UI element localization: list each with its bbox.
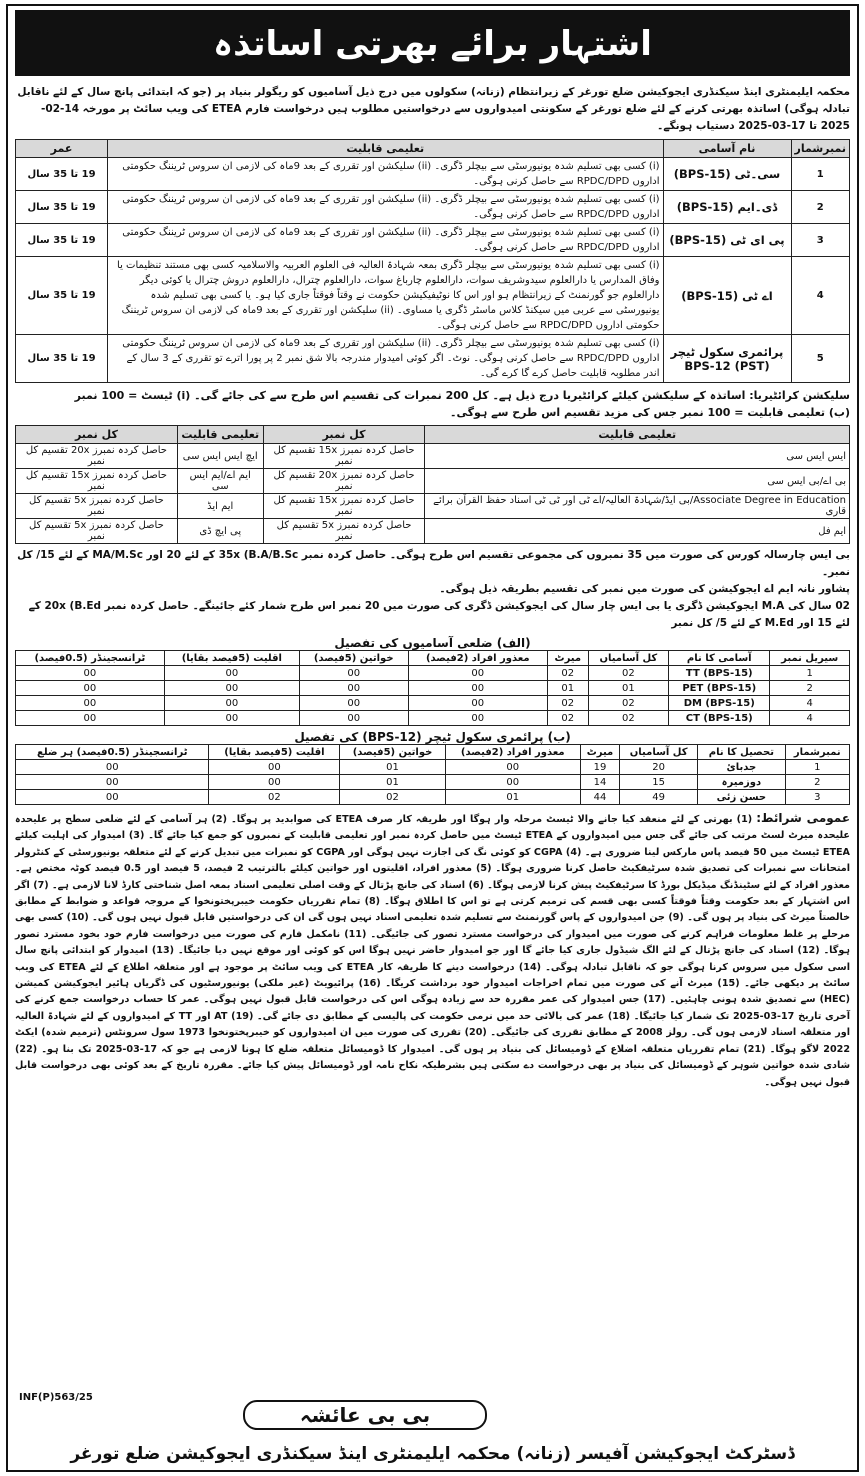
table-row xyxy=(16,257,850,335)
age-cell: 19 تا 35 سال xyxy=(16,158,108,191)
qual-b-cell: ایچ ایس ایس سی xyxy=(177,444,263,469)
serial-cell: 4 xyxy=(791,257,850,335)
serial-cell: 1 xyxy=(785,760,849,775)
col-serial: نمبرشمار xyxy=(791,140,850,158)
col-age: عمر xyxy=(16,140,108,158)
total-cell: 20 xyxy=(620,760,698,775)
col-merit: میرٹ xyxy=(580,745,619,760)
transgender-cell: 00 xyxy=(16,760,209,775)
qualification-cell: (i) کسی بھی تسلیم شدہ یونیورسٹی سے بیچلر ڈگری بمعہ شہادۃ العالیہ فی العلوم العربیہ والاسلامیہ کسی بھی مستند تنظیمات یا وفاق المدارس یا دارالعلوم سیدوشریف سوات، دارالعلوم چارباغ سوات، دارالعلوم چترال، دارالعلوم دروش چترال یا کوئی دیگر دارالعلوم جو گورنمنٹ کے زیرانتظام ہو اور اس کا نوٹیفیکیشن حکومت نے وقتاً فوقتاً جاری کیا ہو۔ یا کسی بھی تسلیم شدہ یونیورسٹی سے عربی میں سیکنڈ کلاس ماسٹر ڈگری یا مساوی۔ (ii) سلیکشن اور تقرری کے بعد 9ماہ کی لازمی ان سروس ٹریننگ حکومتی اداروں RPDC/DPD سے حاصل کرنی ہوگی۔ xyxy=(108,257,664,335)
selection-criteria xyxy=(15,387,850,421)
serial-cell: 5 xyxy=(791,335,850,383)
qual-a-cell: Associate Degree in Education/بی ایڈ/شہادۃ العالیہ/اے ٹی اور ٹی ٹی اسناد حفظ القرآن برائے قاری xyxy=(425,494,850,519)
table-row xyxy=(16,444,850,469)
post-cell: CT (BPS-15) xyxy=(669,711,770,726)
age-cell: 19 تا 35 سال xyxy=(16,257,108,335)
posts-table xyxy=(15,139,850,383)
total-cell: 49 xyxy=(620,790,698,805)
minority-cell: 00 xyxy=(209,775,340,790)
col-qualification: تعلیمی قابلیت xyxy=(108,140,664,158)
table-row xyxy=(16,519,850,544)
women-cell: 00 xyxy=(299,711,408,726)
transgender-cell: 00 xyxy=(16,775,209,790)
total-cell: 15 xyxy=(620,775,698,790)
post-cell: پی ای ٹی (BPS-15) xyxy=(663,224,791,257)
officer-name: بی بی عائشہ xyxy=(243,1400,487,1430)
post-cell: پرائمری سکول ٹیچر BPS-12 (PST) xyxy=(663,335,791,383)
minority-cell: 00 xyxy=(209,760,340,775)
qual-a-cell: بی اے/بی ایس سی xyxy=(425,469,850,494)
col-qual-b: تعلیمی قابلیت xyxy=(177,426,263,444)
conditions-text: (1) بھرتی کے لئے منعقد کیا جانے والا ٹیسٹ مرحلہ وار ہوگا اور طریقہ کار صرف ETEA کی صوابدید پر ہوگا۔ (2) ہر آسامی کے لئے ضلعی سطح پر علیحدہ علیحدہ میرٹ لسٹ مرتب کی جائے گی جس میں امیدواروں کے ETEA ٹیسٹ میں حاصل کردہ نمبر اور تعلیمی قابلیت کے نمبروں کو جمع کیا جائے گا۔ (3) امیدوار کی اہلیت کیلئے ETEA ٹیسٹ میں 50 فیصد پاس مارکس لینا ضروری ہے۔ (4) CGPA کو کوئی نگ کی اجازت نہیں ہوگی اور CGPA کو نمبرات میں تبدیل کرنے کے لئے متعلقہ یونیورسٹی کے کنٹرولر امتحانات سے نمبرات کی تصدیق شدہ سرٹیفکیٹ حاصل کرنا ضروری ہوگا۔ (5) معذور افراد، اقلیتوں اور خواتین کیلئے بالترتیب 2 فیصد، 5 فیصد اور 0.5 فیصد کوٹہ مختص ہے۔ معذور افراد کے لئے سٹینڈنگ میڈیکل بورڈ کا سرٹیفکیٹ پیش کرنا لازمی ہوگا۔ (6) اسناد کی جانچ پڑتال کے وقت اصلی تعلیمی اسناد بمعہ اصل شناختی کارڈ لانا لازمی ہے۔ (7) اگر اس اشتہار کے بعد حکومت وقتاً فوقتاً کسی بھی قسم کی ترمیم کرتی ہے تو اس کا اطلاق ہوگا۔ (8) تمام تقرریاں حکومت خیبرپختونخوا کے مروجہ قواعد و ضوابط کے مطابق خالصتاً میرٹ کی بنیاد پر ہوں گی۔ (9) جن امیدواروں کے پاس گورنمنٹ سے تسلیم شدہ تعلیمی اسناد نہیں ہوں گی ان کی درخواستیں قابل قبول نہیں ہوں گی۔ (10) کسی بھی مرحلے پر غلط معلومات فراہم کرنے کی صورت میں امیدوار کی درخواست مسترد تصور کی جائیگی۔ (11) نامکمل فارم کی صورت میں درخواست فارم خود بخود مسترد تصور ہوگا۔ (12) اسناد کی جانچ پڑتال کے لئے الگ شیڈول جاری کیا جائے گا اور جو امیدوار حاضر نہیں ہوگا اس کو کوئی اور موقع نہیں دیا جائیگا۔ (13) امیدوار کو ابتدائی پانچ سال اسی سکول میں سروس کرنا ہوگی جو کہ ناقابل تبادلہ ہوگی۔ (14) درخواست دینے کا طریقہ کار ETEA کی ویب سائٹ پر موجود ہے اور متعلقہ اطلاع کے لئے ETEA کی ویب سائٹ پر دیکھی جائے۔ (15) میرٹ آنے کی صورت میں تمام اخراجات امیدوار خود برداشت کریگا۔ (16) پرائیویٹ (غیر ملکی) یونیورسٹیوں کی ڈگریاں ہائیر ایجوکیشن کمیشن (HEC) سے تصدیق شدہ ہونی چاہئیں۔ (17) جس امیدوار کی عمر مقررہ حد سے زیادہ ہوگی اس کی درخواست قابل قبول نہیں ہوگی۔ عمر کا حساب درخواست جمع کرنے کی آخری تاریخ 17-03-2025 تک شمار کیا جائیگا۔ (18) عمر کی بالائی حد میں نرمی حکومت کی پالیسی کے مطابق دی جائے گی۔ (19) AT اور TT کے امیدواروں کے لئے شہادۃ العالیہ اور متعلقہ اسناد لازمی ہوں گی۔ رولز 2008 کے مطابق تقرری کی جائیگی۔ (20) تقرری کی صورت میں ان امیدواروں کو خیبرپختونخوا 1973 سول سرونٹس (ترمیم شدہ) ایکٹ 2022 لاگو ہوگا۔ (21) تمام تقرریاں متعلقہ اضلاع کے ڈومیسائل کی بنیاد پر ہوں گی۔ امیدوار کا ڈومیسائل متعلقہ ضلع کا ہونا لازمی ہے جو کہ 17-03-2025 تک بنا ہو۔ (22) شادی شدہ خواتین شوہر کے ڈومیسائل کی بنیاد پر بھی درخواست دے سکتی ہیں بشرطیکہ نکاح نامہ اور ڈومیسائل پیش کیا جائے۔ مقررہ تاریخ کے بعد کوئی بھی درخواست قابل قبول نہیں ہوگی۔ xyxy=(15,814,851,1088)
col-minority: اقلیت (5فیصد بقایا) xyxy=(164,651,299,666)
marks-notes xyxy=(15,547,850,632)
qual-b-cell: ایم ایڈ xyxy=(177,494,263,519)
women-cell: 01 xyxy=(340,760,445,775)
women-cell: 02 xyxy=(340,790,445,805)
post-cell: ڈی۔ایم (BPS-15) xyxy=(663,191,791,224)
serial-cell: 1 xyxy=(770,666,850,681)
post-cell: PET (BPS-15) xyxy=(669,681,770,696)
col-qual-a: تعلیمی قابلیت xyxy=(425,426,850,444)
table-row xyxy=(16,696,850,711)
merit-cell: 19 xyxy=(580,760,619,775)
col-transgender: ٹرانسجینڈر (0.5فیصد) xyxy=(16,651,165,666)
disabled-cell: 00 xyxy=(408,666,548,681)
qualification-cell: (i) کسی بھی تسلیم شدہ یونیورسٹی سے بیچلر ڈگری۔ (ii) سلیکشن اور تقرری کے بعد 9ماہ کی لازمی ان سروس ٹریننگ حکومتی اداروں RPDC/DPD سے حاصل کرنی ہوگی۔ xyxy=(108,191,664,224)
col-transgender: ٹرانسجینڈر (0.5فیصد) ہر ضلع xyxy=(16,745,209,760)
serial-cell: 1 xyxy=(791,158,850,191)
advertisement-page xyxy=(6,4,859,1472)
table-row xyxy=(16,666,850,681)
merit-cell: 44 xyxy=(580,790,619,805)
col-disabled: معذور افراد (2فیصد) xyxy=(408,651,548,666)
pst-table-header xyxy=(16,745,850,760)
minority-cell: 00 xyxy=(164,696,299,711)
col-serial: سیریل نمبر xyxy=(770,651,850,666)
selection-line-1: سلیکشن کرائٹیریا: اساتذہ کے سلیکشن کیلئے کرائٹیریا درج ذیل ہے۔ کل 200 نمبرات کی تقسیم اس طرح سے کی جائے گی۔ (i) ٹیسٹ = 100 نمبر xyxy=(74,389,850,402)
col-tehsil: تحصیل کا نام xyxy=(698,745,785,760)
district-table-header xyxy=(16,651,850,666)
selection-line-2: (ب) تعلیمی قابلیت = 100 نمبر جس کی مزید تقسیم اس طرح سے ہوگی۔ xyxy=(450,406,850,419)
table-row xyxy=(16,158,850,191)
disabled-cell: 00 xyxy=(408,681,548,696)
total-cell: 02 xyxy=(588,711,669,726)
minority-cell: 00 xyxy=(164,666,299,681)
table-row xyxy=(16,760,850,775)
disabled-cell: 00 xyxy=(445,760,580,775)
minority-cell: 00 xyxy=(164,711,299,726)
transgender-cell: 00 xyxy=(16,681,165,696)
tehsil-cell: جدبائ xyxy=(698,760,785,775)
posts-table-header xyxy=(16,140,850,158)
serial-cell: 2 xyxy=(770,681,850,696)
age-cell: 19 تا 35 سال xyxy=(16,335,108,383)
serial-cell: 4 xyxy=(770,696,850,711)
general-conditions xyxy=(15,810,850,1091)
table-row xyxy=(16,335,850,383)
note-3: 02 سال کی M.A ایجوکیشن ڈگری یا بی ایس چار سال کی ایجوکیشن ڈگری کی صورت میں 20 نمبر اس طرح شمار کئے جائینگے۔ حاصل کردہ نمبر 20x (B.Ed کے لئے 15 اور M.Ed کے لئے 5/ کل نمبر xyxy=(28,600,850,629)
post-cell: DM (BPS-15) xyxy=(669,696,770,711)
marks-a-cell: حاصل کردہ نمبرز 20x تقسیم کل نمبر xyxy=(263,469,425,494)
marks-b-cell: حاصل کردہ نمبرز 20x تقسیم کل نمبر xyxy=(16,444,178,469)
transgender-cell: 00 xyxy=(16,711,165,726)
women-cell: 00 xyxy=(299,666,408,681)
qual-b-cell: پی ایچ ڈی xyxy=(177,519,263,544)
marks-a-cell: حاصل کردہ نمبرز 15x تقسیم کل نمبر xyxy=(263,494,425,519)
marks-b-cell: حاصل کردہ نمبرز 5x تقسیم کل نمبر xyxy=(16,519,178,544)
post-cell: TT (BPS-15) xyxy=(669,666,770,681)
table-row xyxy=(16,711,850,726)
tehsil-cell: دوزمیرہ xyxy=(698,775,785,790)
post-cell: سی۔ٹی (BPS-15) xyxy=(663,158,791,191)
col-women: خواتین (5فیصد) xyxy=(340,745,445,760)
table-row xyxy=(16,775,850,790)
merit-cell: 02 xyxy=(548,666,588,681)
col-merit: میرٹ xyxy=(548,651,588,666)
transgender-cell: 00 xyxy=(16,666,165,681)
women-cell: 00 xyxy=(299,681,408,696)
transgender-cell: 00 xyxy=(16,696,165,711)
total-cell: 02 xyxy=(588,666,669,681)
intro-paragraph: محکمہ ایلیمنٹری اینڈ سیکنڈری ایجوکیشن ضلع تورغر کے زیرانتظام (زنانہ) سکولوں میں درج ذیل آسامیوں کو ریگولر بنیاد پر (جو کہ ابتدائی پانچ سال کے لئے ناقابل تبادلہ ہوگی) اساتذہ بھرتی کرنے کے لئے ضلع تورغر کے سکونتی امیدواروں سے درخواستیں مطلوب ہیں درخواست فارم ETEA کی ویب سائٹ پر مورخہ 14-02-2025 تا 17-03-2025 دستیاب ہونگے۔ xyxy=(17,86,850,132)
women-cell: 00 xyxy=(299,696,408,711)
serial-cell: 3 xyxy=(791,224,850,257)
table-row xyxy=(16,469,850,494)
district-posts-title: (الف) ضلعی آسامیوں کی تفصیل xyxy=(334,636,531,650)
marks-b-cell: حاصل کردہ نمبرز 15x تقسیم کل نمبر xyxy=(16,469,178,494)
col-disabled: معذور افراد (2فیصد) xyxy=(445,745,580,760)
col-total: کل آسامیاں xyxy=(620,745,698,760)
district-posts-table xyxy=(15,650,850,726)
women-cell: 01 xyxy=(340,775,445,790)
pst-posts-table xyxy=(15,744,850,805)
marks-a-cell: حاصل کردہ نمبرز 5x تقسیم کل نمبر xyxy=(263,519,425,544)
pst-posts-title: (ب) پرائمری سکول ٹیچر (BPS-12) کی تفصیل xyxy=(294,730,571,744)
conditions-title: عمومی شرائط: xyxy=(756,811,851,825)
qualification-cell: (i) کسی بھی تسلیم شدہ یونیورسٹی سے بیچلر ڈگری۔ (ii) سلیکشن اور تقرری کے بعد 9ماہ کی لازمی ان سروس ٹریننگ حکومتی اداروں RPDC/DPD سے حاصل کرنی ہوگی۔ xyxy=(108,224,664,257)
marks-table-header xyxy=(16,426,850,444)
disabled-cell: 01 xyxy=(445,790,580,805)
col-marks-a: کل نمبر xyxy=(263,426,425,444)
serial-cell: 4 xyxy=(770,711,850,726)
table-row xyxy=(16,224,850,257)
table-row xyxy=(16,790,850,805)
col-marks-b: کل نمبر xyxy=(16,426,178,444)
qualification-cell: (i) کسی بھی تسلیم شدہ یونیورسٹی سے بیچلر ڈگری۔ (ii) سلیکشن اور تقرری کے بعد 9ماہ کی لازمی ان سروس ٹریننگ حکومتی اداروں RPDC/DPD سے حاصل کرنی ہوگی۔ نوٹ۔ اگر کوئی امیدوار مندرجہ بالا شق نمبر 2 پر پورا اترے تو تقرری کے 3 سال کے اندر مطلوبہ قابلیت حاصل کرے گا کرے گی۔ xyxy=(108,335,664,383)
disabled-cell: 00 xyxy=(408,696,548,711)
post-cell: اے ٹی (BPS-15) xyxy=(663,257,791,335)
minority-cell: 02 xyxy=(209,790,340,805)
qualification-cell: (i) کسی بھی تسلیم شدہ یونیورسٹی سے بیچلر ڈگری۔ (ii) سلیکشن اور تقرری کے بعد 9ماہ کی لازمی ان سروس ٹریننگ حکومتی اداروں RPDC/DPD سے حاصل کرنی ہوگی۔ xyxy=(108,158,664,191)
table-row xyxy=(16,681,850,696)
table-row xyxy=(16,494,850,519)
qual-b-cell: ایم اے/ایم ایس سی xyxy=(177,469,263,494)
age-cell: 19 تا 35 سال xyxy=(16,224,108,257)
col-serial: نمبرشمار xyxy=(785,745,849,760)
merit-cell: 14 xyxy=(580,775,619,790)
col-post: نام آسامی xyxy=(663,140,791,158)
merit-cell: 01 xyxy=(548,681,588,696)
footer xyxy=(15,1392,850,1464)
minority-cell: 00 xyxy=(164,681,299,696)
col-women: خواتین (5فیصد) xyxy=(299,651,408,666)
serial-cell: 2 xyxy=(785,775,849,790)
qual-a-cell: ایس ایس سی xyxy=(425,444,850,469)
advertisement-title: اشتہار برائے بھرتی اساتذہ xyxy=(15,10,850,76)
col-total: کل آسامیاں xyxy=(588,651,669,666)
officer-title: ڈسٹرکٹ ایجوکیشن آفیسر (زنانہ) محکمہ ایلیمنٹری اینڈ سیکنڈری ایجوکیشن ضلع تورغر xyxy=(70,1444,795,1464)
total-cell: 02 xyxy=(588,696,669,711)
marks-table xyxy=(15,425,850,544)
total-cell: 01 xyxy=(588,681,669,696)
merit-cell: 02 xyxy=(548,696,588,711)
disabled-cell: 00 xyxy=(445,775,580,790)
serial-cell: 3 xyxy=(785,790,849,805)
note-1: بی ایس چارسالہ کورس کی صورت میں 35 نمبروں کی مجموعی تقسیم اس طرح ہوگی۔ حاصل کردہ نمبر 35x (B.A/B.Sc کے لئے 20 اور MA/M.Sc کے لئے 15/ کل نمبر۔ xyxy=(17,549,850,578)
transgender-cell: 00 xyxy=(16,790,209,805)
ref-number: INF(P)563/25 xyxy=(19,1392,93,1403)
marks-a-cell: حاصل کردہ نمبرز 15x تقسیم کل نمبر xyxy=(263,444,425,469)
tehsil-cell: حسن زئی xyxy=(698,790,785,805)
age-cell: 19 تا 35 سال xyxy=(16,191,108,224)
disabled-cell: 00 xyxy=(408,711,548,726)
merit-cell: 02 xyxy=(548,711,588,726)
col-minority: اقلیت (5فیصد بقایا) xyxy=(209,745,340,760)
qual-a-cell: ایم فل xyxy=(425,519,850,544)
marks-b-cell: حاصل کردہ نمبرز 5x تقسیم کل نمبر xyxy=(16,494,178,519)
serial-cell: 2 xyxy=(791,191,850,224)
note-2: پشاور نانہ ایم اے ایجوکیشن کی صورت میں نمبر کی تقسیم بطریقہ ذیل ہوگی۔ xyxy=(439,583,850,595)
table-row xyxy=(16,191,850,224)
col-post: آسامی کا نام xyxy=(669,651,770,666)
